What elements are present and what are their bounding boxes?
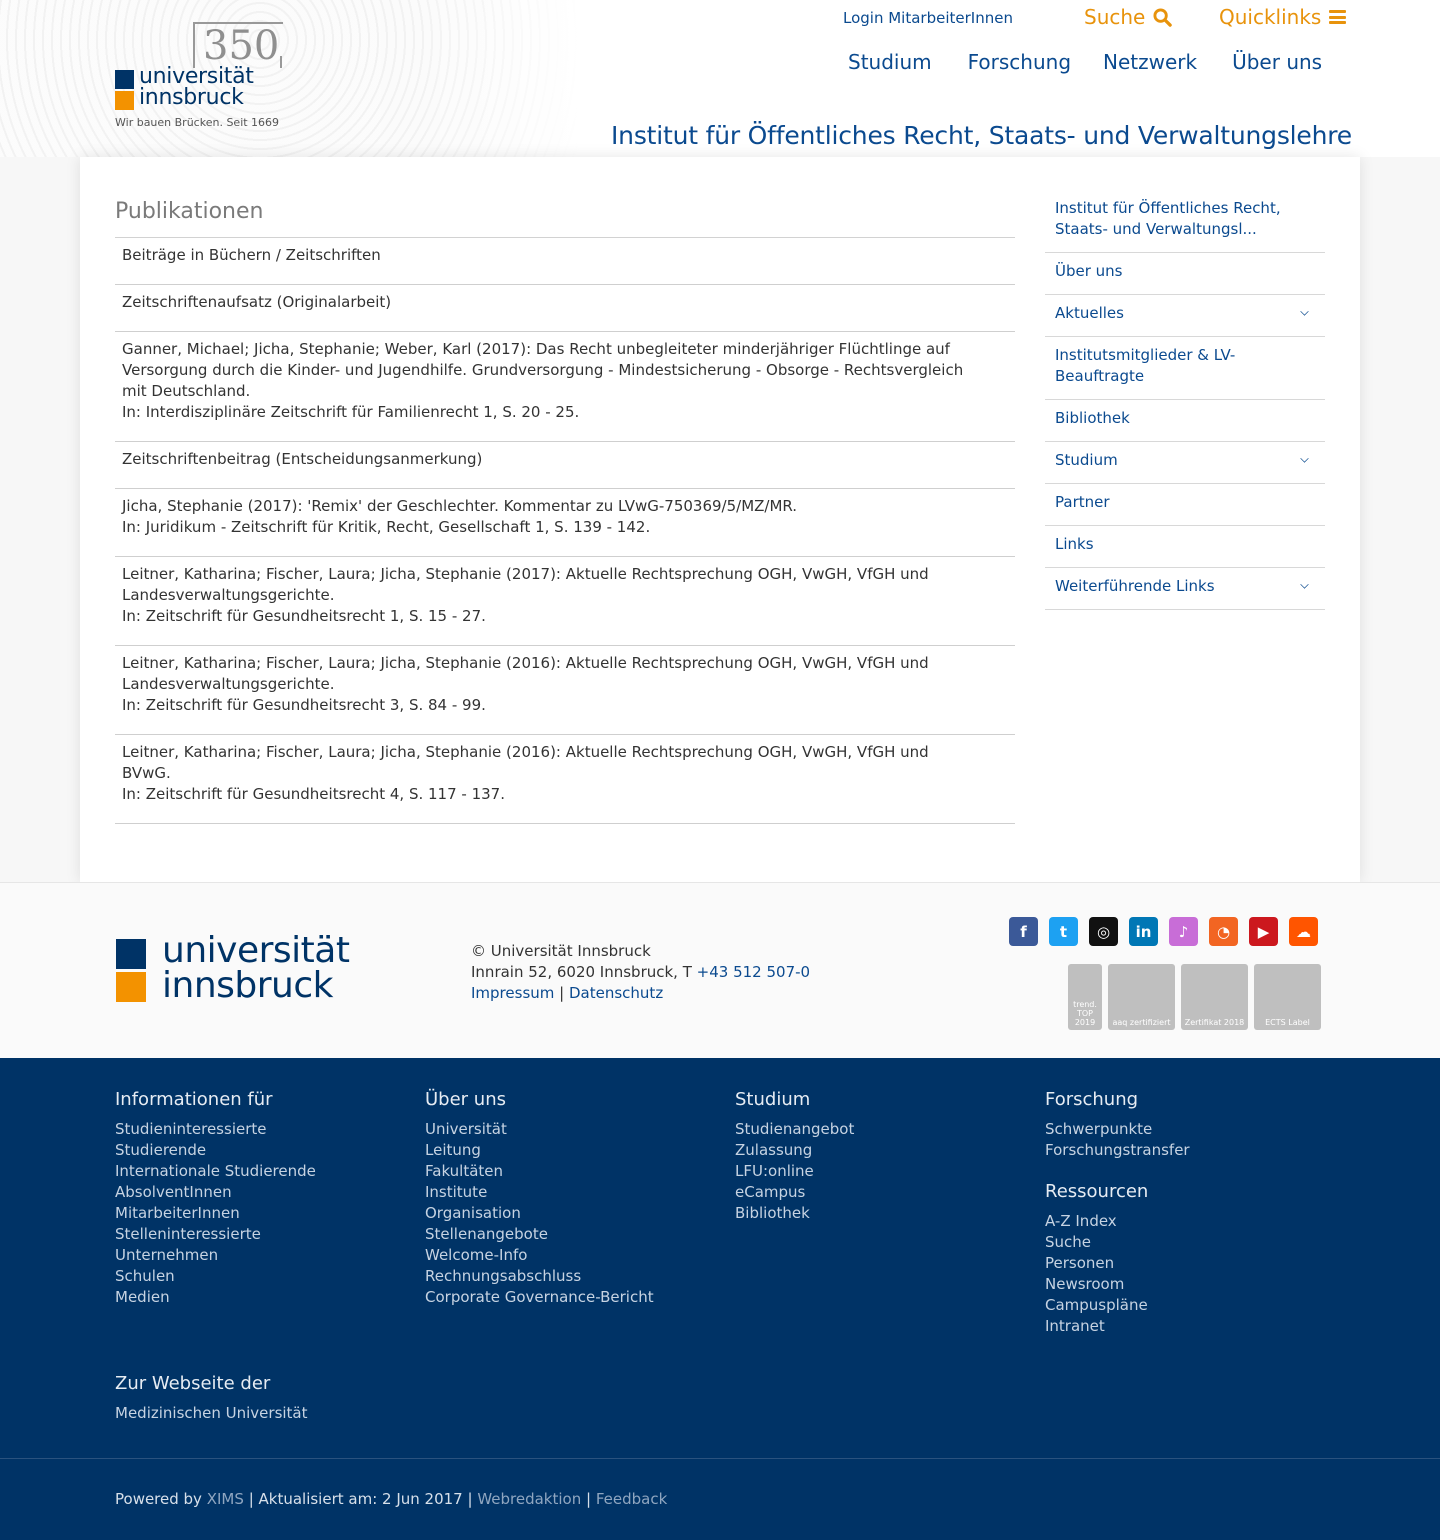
footer-column-heading: Ressourcen — [1045, 1181, 1149, 1202]
footer-link[interactable]: Stelleninteressierte — [115, 1225, 261, 1243]
logo-wordmark: universität innsbruck — [139, 64, 254, 110]
footer-contact — [0, 882, 1440, 1058]
sidebar-item-label: Studium — [1055, 451, 1118, 469]
webredaktion-link[interactable]: Webredaktion — [477, 1490, 582, 1508]
footer-link[interactable]: Campuspläne — [1045, 1296, 1148, 1314]
trend-top-badge: trend. TOP 2019 — [1068, 964, 1102, 1030]
publication-row — [115, 489, 1015, 557]
youtube-icon[interactable]: ▶ — [1249, 917, 1278, 946]
footer-address — [471, 941, 810, 1004]
footer-column-study — [735, 1088, 854, 1224]
phone-link[interactable]: +43 512 507-0 — [696, 963, 811, 981]
xims-link[interactable]: XIMS — [206, 1490, 244, 1508]
sidebar-navigation — [1045, 190, 1325, 610]
social-links — [1009, 917, 1318, 946]
nav-studium[interactable]: Studium — [848, 50, 932, 74]
footer-link[interactable]: Forschungstransfer — [1045, 1141, 1190, 1159]
instagram-icon[interactable]: ◎ — [1089, 917, 1118, 946]
footer-link[interactable]: Personen — [1045, 1254, 1115, 1272]
footer-link[interactable]: Rechnungsabschluss — [425, 1267, 582, 1285]
publication-text: Zeitschriftenaufsatz (Originalarbeit) — [122, 293, 392, 311]
linkedin-icon[interactable]: in — [1129, 917, 1158, 946]
facebook-icon[interactable]: f — [1009, 917, 1038, 946]
content-card — [80, 157, 1360, 882]
publication-row — [115, 238, 1015, 285]
publication-text: Ganner, Michael; Jicha, Stephanie; Weber, Karl (2017): Das Recht unbegleiteter minderjähriger Flüchtlinge auf Versorgung durch die Kinder- und Jugendhilfe. Grundversorgung - Mindestsicherung - Obsorge - Rechtsvergleich mit Deutschland. — [122, 340, 964, 400]
sidebar-item[interactable] — [1045, 568, 1325, 610]
footer-link[interactable]: Corporate Governance-Bericht — [425, 1288, 654, 1306]
publication-row — [115, 332, 1015, 442]
footer-sitemap — [0, 1058, 1440, 1540]
footer-link[interactable]: Unternehmen — [115, 1246, 219, 1264]
chevron-down-icon[interactable] — [1300, 580, 1308, 588]
footer-column-about — [425, 1088, 654, 1308]
footer-column-heading: Informationen für — [115, 1089, 273, 1110]
nav-netzwerk[interactable]: Netzwerk — [1103, 50, 1198, 74]
site-header — [0, 0, 1440, 157]
chevron-down-icon[interactable] — [1300, 454, 1308, 462]
institute-title[interactable]: Institut für Öffentliches Recht, Staats- und Verwaltungslehre — [611, 121, 1352, 150]
legal-links: Impressum | Datenschutz — [471, 984, 664, 1002]
impressum-link[interactable]: Impressum — [471, 984, 555, 1002]
footer-link[interactable]: Stellenangebote — [425, 1225, 548, 1243]
footer-link[interactable]: Suche — [1045, 1233, 1092, 1251]
publication-row — [115, 735, 1015, 824]
publications-table — [115, 237, 1015, 824]
publication-text: Zeitschriftenbeitrag (Entscheidungsanmerkung) — [122, 450, 483, 468]
sidebar-item-label: Weiterführende Links — [1055, 577, 1215, 595]
main-navigation — [848, 50, 1356, 74]
footer-link[interactable]: Welcome-Info — [425, 1246, 528, 1264]
sidebar-item[interactable] — [1045, 253, 1325, 295]
search-button[interactable] — [1084, 5, 1172, 29]
footer-column-heading: Über uns — [425, 1089, 506, 1110]
quicklinks-button[interactable] — [1219, 5, 1346, 29]
footer-link[interactable]: Schulen — [115, 1267, 175, 1285]
footer-link[interactable]: Fakultäten — [425, 1162, 504, 1180]
footer-link[interactable]: Universität — [425, 1120, 507, 1138]
copyright: © Universität Innsbruck — [471, 942, 651, 960]
sidebar-item-label: Links — [1055, 535, 1094, 553]
footer-logo-wordmark: universität innsbruck — [162, 930, 350, 1006]
rss-icon[interactable]: ◔ — [1209, 917, 1238, 946]
sidebar-item[interactable] — [1045, 442, 1325, 484]
aaq-badge: aaq zertifiziert — [1108, 964, 1175, 1030]
menu-icon — [1329, 10, 1346, 24]
search-label: Suche — [1084, 5, 1146, 29]
sidebar-item-label: Aktuelles — [1055, 304, 1124, 322]
footer-link[interactable]: Zulassung — [735, 1141, 813, 1159]
footer-link[interactable]: Leitung — [425, 1141, 481, 1159]
footer-link[interactable]: Institute — [425, 1183, 488, 1201]
feedback-link[interactable]: Feedback — [595, 1490, 668, 1508]
publication-source: In: Zeitschrift für Gesundheitsrecht 1, S. 15 - 27. — [122, 607, 486, 625]
logo-orange-square — [115, 91, 134, 110]
soundcloud-icon[interactable]: ☁ — [1289, 917, 1318, 946]
itunes-icon[interactable]: ♪ — [1169, 917, 1198, 946]
footer-logo-orange-square — [116, 972, 146, 1002]
sidebar-item-label: Institutsmitglieder & LV-Beauftragte — [1055, 346, 1236, 385]
audit-badge: Zertifikat 2018 — [1181, 964, 1248, 1030]
sidebar-item[interactable] — [1045, 484, 1325, 526]
publication-row — [115, 442, 1015, 489]
nav-forschung[interactable]: Forschung — [967, 50, 1072, 74]
footer-column-heading: Forschung — [1045, 1089, 1139, 1110]
publication-text: Leitner, Katharina; Fischer, Laura; Jicha, Stephanie (2017): Aktuelle Rechtsprechung OGH, VwGH, VfGH und Landesverwaltungsgerichte. — [122, 565, 929, 604]
twitter-icon[interactable]: t — [1049, 917, 1078, 946]
footer-link[interactable]: Organisation — [425, 1204, 521, 1222]
publication-text: Jicha, Stephanie (2017): 'Remix' der Geschlechter. Kommentar zu LVwG-750369/5/MZ/MR. — [122, 497, 798, 515]
footer-column-heading: Studium — [735, 1089, 811, 1110]
address-line: Innrain 52, 6020 Innsbruck, T +43 512 507-0 — [471, 963, 811, 981]
footer-link[interactable]: AbsolventInnen — [115, 1183, 232, 1201]
logo-tagline: Wir bauen Brücken. Seit 1669 — [115, 116, 280, 129]
footer-link[interactable]: MitarbeiterInnen — [115, 1204, 240, 1222]
chevron-down-icon[interactable] — [1300, 307, 1308, 315]
publication-source: In: Zeitschrift für Gesundheitsrecht 4, S. 117 - 137. — [122, 785, 505, 803]
footer-logo[interactable] — [116, 930, 376, 1006]
sidebar-item-label: Über uns — [1055, 262, 1123, 280]
footer-column-info — [115, 1088, 316, 1308]
publication-source: In: Zeitschrift für Gesundheitsrecht 3, S. 84 - 99. — [122, 696, 486, 714]
publication-source: In: Interdisziplinäre Zeitschrift für Familienrecht 1, S. 20 - 25. — [122, 403, 580, 421]
sidebar-item-label: Partner — [1055, 493, 1110, 511]
publication-text: Leitner, Katharina; Fischer, Laura; Jicha, Stephanie (2016): Aktuelle Rechtsprechung OGH, VwGH, VfGH und Landesverwaltungsgerichte. — [122, 654, 929, 693]
external-link[interactable]: Medizinischen Universität — [115, 1404, 308, 1422]
publication-row — [115, 557, 1015, 646]
publication-source: In: Juridikum - Zeitschrift für Kritik, Recht, Gesellschaft 1, S. 139 - 142. — [122, 518, 651, 536]
footer-logo-blue-square — [116, 939, 146, 969]
ects-badge: ECTS Label — [1254, 964, 1321, 1030]
publication-text: Beiträge in Büchern / Zeitschriften — [122, 246, 381, 264]
footer-link[interactable]: Studierende — [115, 1141, 207, 1159]
nav-ueber-uns[interactable]: Über uns — [1232, 50, 1323, 74]
datenschutz-link[interactable]: Datenschutz — [569, 984, 664, 1002]
university-logo[interactable] — [115, 22, 295, 134]
footer-link[interactable]: Internationale Studierende — [115, 1162, 316, 1180]
footer-link[interactable]: Intranet — [1045, 1317, 1105, 1335]
publication-text: Leitner, Katharina; Fischer, Laura; Jicha, Stephanie (2016): Aktuelle Rechtsprechung OGH, VwGH, VfGH und BVwG. — [122, 743, 929, 782]
footer-link[interactable]: A-Z Index — [1045, 1212, 1117, 1230]
footer-link[interactable]: Studienangebot — [735, 1120, 855, 1138]
sidebar-item[interactable] — [1045, 526, 1325, 568]
sidebar-item-label: Bibliothek — [1055, 409, 1130, 427]
anniversary-mark — [193, 22, 283, 68]
footer-link[interactable]: Medien — [115, 1288, 170, 1306]
sidebar-item-label: Institut für Öffentliches Recht, Staats- und Verwaltungsl... — [1055, 199, 1281, 238]
footer-external — [115, 1372, 308, 1424]
external-heading: Zur Webseite der — [115, 1373, 271, 1394]
footer-link[interactable]: Schwerpunkte — [1045, 1120, 1153, 1138]
page-title: Publikationen — [115, 199, 264, 224]
footer-column-research — [1045, 1088, 1190, 1337]
footer-divider — [0, 1458, 1440, 1459]
certification-badges — [1068, 964, 1321, 1030]
sidebar-item[interactable] — [1045, 337, 1325, 400]
anniversary-number: 350 — [203, 23, 280, 69]
footer-link[interactable]: Bibliothek — [735, 1204, 810, 1222]
sidebar-item[interactable] — [1045, 295, 1325, 337]
sidebar-item[interactable] — [1045, 400, 1325, 442]
footer-link[interactable]: LFU:online — [735, 1162, 814, 1180]
footer-link[interactable]: eCampus — [735, 1183, 806, 1201]
logo-blue-square — [115, 70, 134, 89]
publication-row — [115, 646, 1015, 735]
login-link[interactable]: Login MitarbeiterInnen — [843, 9, 1013, 27]
footer-link[interactable]: Newsroom — [1045, 1275, 1125, 1293]
quicklinks-label: Quicklinks — [1219, 5, 1322, 29]
sidebar-item[interactable] — [1045, 190, 1325, 253]
powered-by: Powered by XIMS | Aktualisiert am: 2 Jun 2017 | Webredaktion | Feedback — [115, 1490, 668, 1508]
publication-row — [115, 285, 1015, 332]
search-icon — [1153, 8, 1172, 27]
footer-link[interactable]: Studieninteressierte — [115, 1120, 267, 1138]
